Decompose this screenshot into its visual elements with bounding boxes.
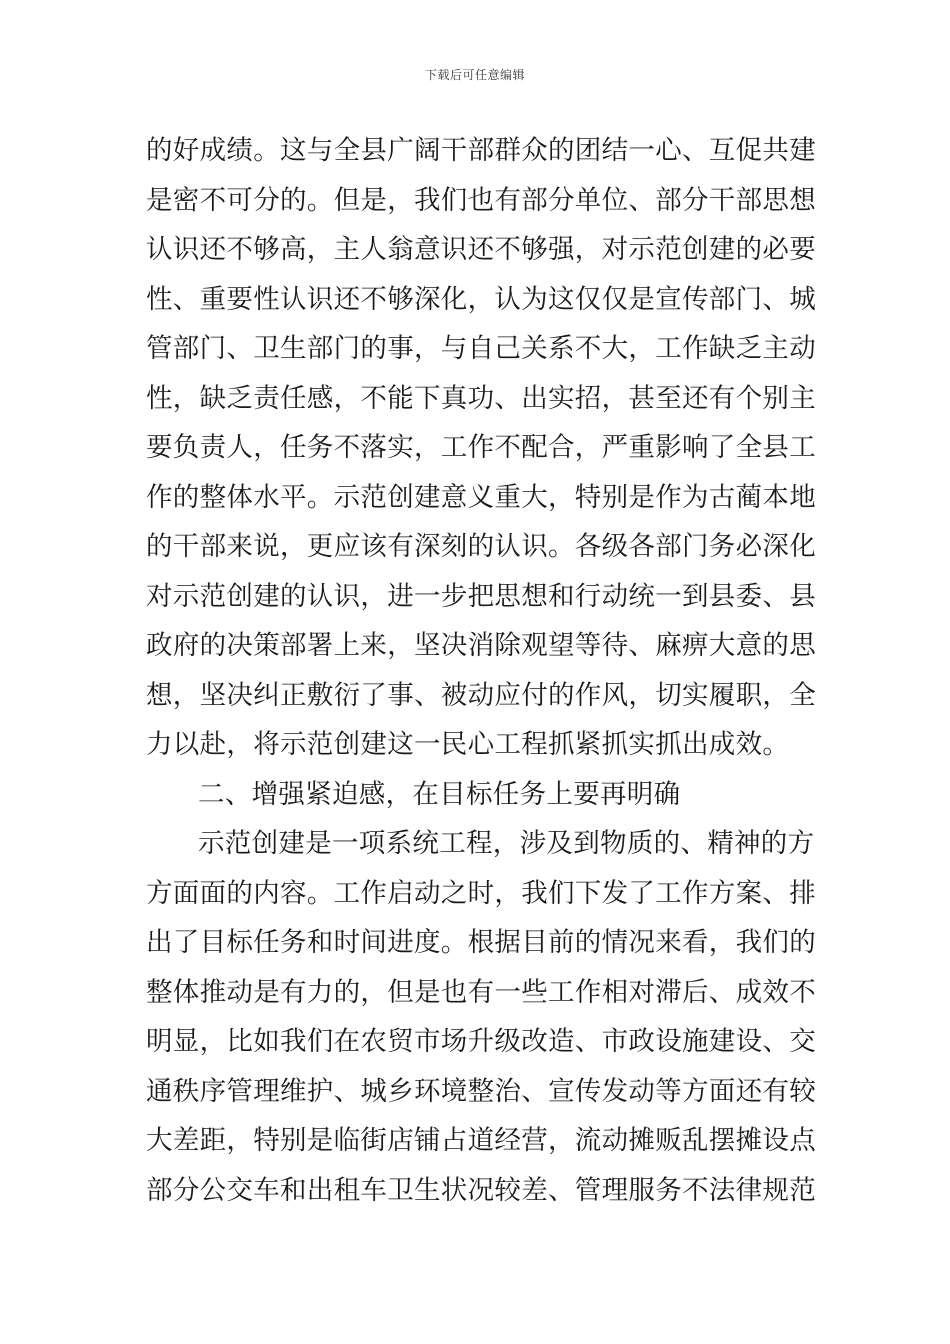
text-line: 的好成绩。这与全县广阔干部群众的团结一心、互促共建 <box>146 135 816 166</box>
text-line: 作的整体水平。示范创建意义重大，特别是作为古蔺本地 <box>146 481 816 513</box>
section-heading: 二、增强紧迫感，在目标任务上要再明确 <box>198 778 681 810</box>
text-line: 示范创建是一项系统工程，涉及到物质的、精神的方 <box>198 828 815 859</box>
text-line: 部分公交车和出租车卫生状况较差、管理服务不法律规范 <box>146 1174 816 1206</box>
text-line: 大差距，特别是临街店铺占道经营，流动摊贩乱摆摊设点 <box>146 1125 816 1156</box>
text-line: 对示范创建的认识，进一步把思想和行动统一到县委、县 <box>146 580 816 612</box>
text-line: 整体推动是有力的，但是也有一些工作相对滞后、成效不 <box>146 976 816 1008</box>
text-line: 政府的决策部署上来，坚决消除观望等待、麻痹大意的思 <box>146 630 816 661</box>
text-line: 通秩序管理维护、城乡环境整治、宣传发动等方面还有较 <box>146 1075 816 1107</box>
text-line: 性、重要性认识还不够深化，认为这仅仅是宣传部门、城 <box>146 283 816 315</box>
text-line: 是密不可分的。但是，我们也有部分单位、部分干部思想 <box>146 184 816 216</box>
text-line: 出了目标任务和时间进度。根据目前的情况来看，我们的 <box>146 927 816 958</box>
page-header: 下载后可任意编辑 <box>424 68 525 82</box>
text-line: 管部门、卫生部门的事，与自己关系不大，工作缺乏主动 <box>146 333 816 364</box>
text-line: 的干部来说，更应该有深刻的认识。各级各部门务必深化 <box>146 531 816 562</box>
text-line: 力以赴，将示范创建这一民心工程抓紧抓实抓出成效。 <box>146 729 790 760</box>
text-line: 方面面的内容。工作启动之时，我们下发了工作方案、排 <box>146 877 816 909</box>
text-line: 认识还不够高，主人翁意识还不够强，对示范创建的必要 <box>146 234 816 265</box>
text-line: 想，坚决纠正敷衍了事、被动应付的作风，切实履职，全 <box>146 679 816 711</box>
body-text <box>146 126 816 1215</box>
text-line: 要负责人，任务不落实，工作不配合，严重影响了全县工 <box>146 432 816 463</box>
text-line: 明显，比如我们在农贸市场升级改造、市政设施建设、交 <box>146 1026 816 1057</box>
text-line: 性，缺乏责任感，不能下真功、出实招，甚至还有个别主 <box>146 382 816 414</box>
